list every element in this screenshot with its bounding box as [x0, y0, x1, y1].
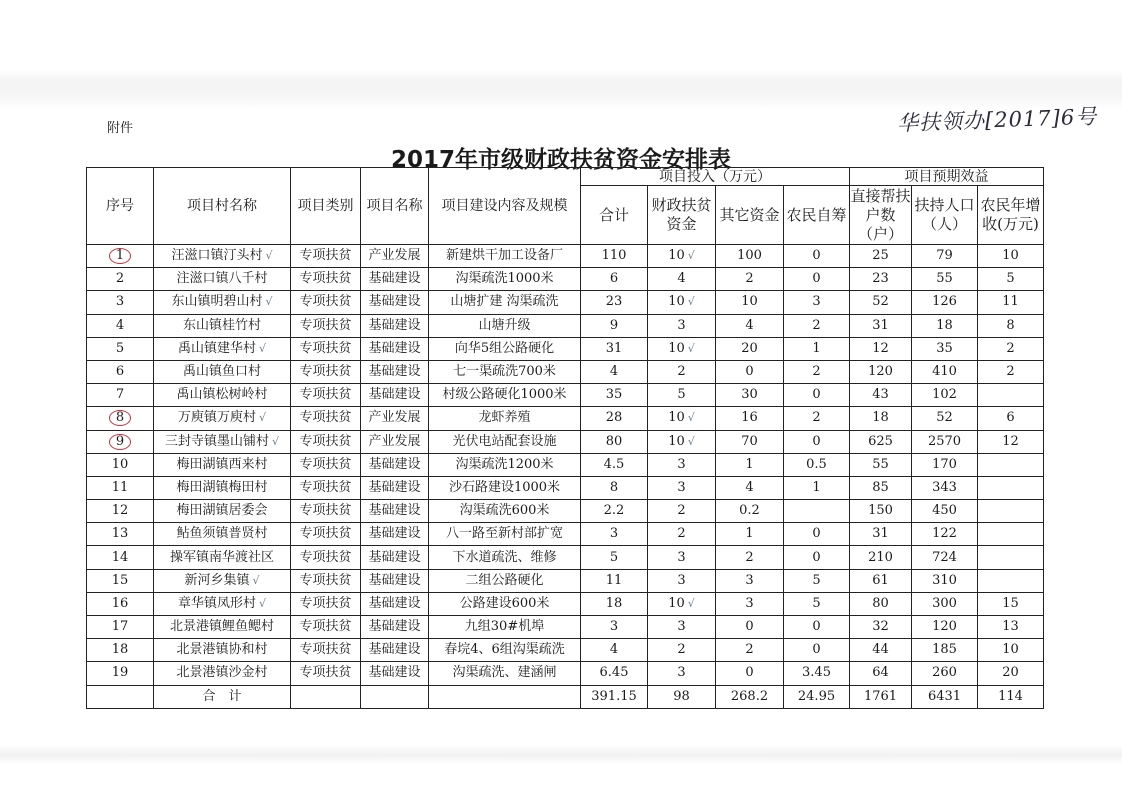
cell-content: 沟渠疏洗1200米	[429, 453, 581, 476]
cell-name: 基础建设	[361, 453, 429, 476]
col-header-income: 农民年增收(万元)	[978, 186, 1044, 245]
totals-seq-cell	[87, 685, 154, 708]
cell-seq: 2	[87, 268, 154, 291]
table-row	[87, 291, 1044, 314]
cell-other: 0	[716, 360, 784, 383]
cell-total: 5	[581, 546, 648, 569]
cell-seq	[87, 245, 154, 268]
cell-fiscal: 4	[648, 268, 716, 291]
col-header-project-name: 项目名称	[361, 168, 429, 245]
cell-population: 300	[912, 592, 978, 615]
check-mark-icon: √	[272, 434, 280, 448]
cell-households: 80	[850, 592, 912, 615]
cell-farmer: 3.45	[784, 662, 850, 685]
table-row	[87, 523, 1044, 546]
cell-income: 11	[978, 291, 1044, 314]
totals-fiscal: 98	[648, 685, 716, 708]
cell-name: 基础建设	[361, 569, 429, 592]
cell-farmer: 0	[784, 245, 850, 268]
cell-population: 55	[912, 268, 978, 291]
cell-other: 0.2	[716, 500, 784, 523]
cell-income: 15	[978, 592, 1044, 615]
cell-farmer: 2	[784, 314, 850, 337]
cell-content: 山塘升级	[429, 314, 581, 337]
cell-households: 18	[850, 407, 912, 430]
cell-income: 13	[978, 616, 1044, 639]
cell-farmer: 2	[784, 407, 850, 430]
cell-other: 70	[716, 430, 784, 453]
cell-village: 北景港镇协和村	[154, 639, 291, 662]
cell-village: 东山镇明碧山村 √	[154, 291, 291, 314]
cell-population: 343	[912, 476, 978, 499]
cell-income	[978, 569, 1044, 592]
table-row	[87, 500, 1044, 523]
cell-seq: 11	[87, 476, 154, 499]
cell-households: 12	[850, 337, 912, 360]
cell-households: 31	[850, 314, 912, 337]
cell-households: 43	[850, 384, 912, 407]
cell-seq: 5	[87, 337, 154, 360]
totals-other: 268.2	[716, 685, 784, 708]
cell-fiscal: 2	[648, 500, 716, 523]
cell-content: 向华5组公路硬化	[429, 337, 581, 360]
cell-total: 11	[581, 569, 648, 592]
cell-name: 基础建设	[361, 476, 429, 499]
cell-content: 村级公路硬化1000米	[429, 384, 581, 407]
check-mark-icon: √	[687, 295, 695, 309]
table-row	[87, 337, 1044, 360]
check-mark-icon: √	[259, 341, 267, 355]
cell-village: 禹山镇鱼口村	[154, 360, 291, 383]
totals-income: 114	[978, 685, 1044, 708]
col-header-farmer: 农民自筹	[784, 186, 850, 245]
col-header-households: 直接帮扶户数（户）	[850, 186, 911, 243]
cell-farmer: 0.5	[784, 453, 850, 476]
table-row	[87, 384, 1044, 407]
cell-households: 61	[850, 569, 912, 592]
cell-category: 专项扶贫	[291, 360, 361, 383]
cell-category: 专项扶贫	[291, 453, 361, 476]
cell-other: 20	[716, 337, 784, 360]
cell-farmer: 2	[784, 360, 850, 383]
cell-content: 山塘扩建 沟渠疏洗	[429, 291, 581, 314]
cell-village: 操军镇南华渡社区	[154, 546, 291, 569]
cell-seq: 10	[87, 453, 154, 476]
cell-name: 基础建设	[361, 337, 429, 360]
cell-population: 122	[912, 523, 978, 546]
cell-population: 310	[912, 569, 978, 592]
cell-fiscal: 5	[648, 384, 716, 407]
scan-shade-top	[0, 70, 1122, 110]
cell-name: 基础建设	[361, 639, 429, 662]
cell-seq: 6	[87, 360, 154, 383]
cell-total: 4	[581, 639, 648, 662]
table-row	[87, 616, 1044, 639]
cell-category: 专项扶贫	[291, 500, 361, 523]
cell-other: 0	[716, 616, 784, 639]
cell-category: 专项扶贫	[291, 616, 361, 639]
col-header-fiscal: 财政扶贫资金	[648, 186, 716, 245]
cell-content: 八一路至新村部扩宽	[429, 523, 581, 546]
table-row	[87, 430, 1044, 453]
cell-content: 公路建设600米	[429, 592, 581, 615]
cell-population: 102	[912, 384, 978, 407]
table-row	[87, 453, 1044, 476]
cell-income: 20	[978, 662, 1044, 685]
cell-income	[978, 500, 1044, 523]
totals-content-cell	[429, 685, 581, 708]
cell-households: 44	[850, 639, 912, 662]
check-mark-icon: √	[687, 249, 695, 263]
table-row	[87, 639, 1044, 662]
cell-total: 28	[581, 407, 648, 430]
funding-table	[86, 167, 1044, 709]
cell-total: 4.5	[581, 453, 648, 476]
cell-total: 110	[581, 245, 648, 268]
table-row	[87, 407, 1044, 430]
cell-population: 260	[912, 662, 978, 685]
col-header-total: 合计	[581, 186, 648, 245]
cell-income	[978, 476, 1044, 499]
cell-other: 2	[716, 639, 784, 662]
cell-population: 120	[912, 616, 978, 639]
cell-seq: 19	[87, 662, 154, 685]
totals-total: 391.15	[581, 685, 648, 708]
cell-name: 产业发展	[361, 430, 429, 453]
cell-total: 4	[581, 360, 648, 383]
cell-fiscal: 10 √	[648, 430, 716, 453]
cell-fiscal: 10 √	[648, 407, 716, 430]
totals-row	[87, 685, 1044, 708]
cell-fiscal: 3	[648, 569, 716, 592]
cell-total: 80	[581, 430, 648, 453]
cell-village: 北景港镇鲤鱼鳃村	[154, 616, 291, 639]
cell-fiscal: 3	[648, 546, 716, 569]
table-row	[87, 592, 1044, 615]
cell-fiscal: 3	[648, 453, 716, 476]
cell-category: 专项扶贫	[291, 268, 361, 291]
check-mark-icon: √	[687, 411, 695, 425]
cell-village: 万庾镇万庾村 √	[154, 407, 291, 430]
attachment-label: 附件	[107, 121, 134, 136]
check-mark-icon: √	[687, 596, 695, 610]
cell-fiscal: 3	[648, 476, 716, 499]
totals-farmer: 24.95	[784, 685, 850, 708]
cell-fiscal: 10 √	[648, 592, 716, 615]
cell-category: 专项扶贫	[291, 546, 361, 569]
cell-farmer	[784, 500, 850, 523]
cell-farmer: 3	[784, 291, 850, 314]
cell-category: 专项扶贫	[291, 476, 361, 499]
cell-category: 专项扶贫	[291, 523, 361, 546]
totals-label: 合 计	[154, 685, 291, 708]
cell-village: 禹山镇建华村 √	[154, 337, 291, 360]
cell-category: 专项扶贫	[291, 314, 361, 337]
cell-content: 九组30#机埠	[429, 616, 581, 639]
cell-content: 二组公路硬化	[429, 569, 581, 592]
cell-village: 注滋口镇八千村	[154, 268, 291, 291]
cell-income	[978, 384, 1044, 407]
cell-income: 5	[978, 268, 1044, 291]
cell-category: 专项扶贫	[291, 407, 361, 430]
cell-farmer: 1	[784, 337, 850, 360]
cell-name: 基础建设	[361, 616, 429, 639]
cell-households: 625	[850, 430, 912, 453]
cell-content: 七一渠疏洗700米	[429, 360, 581, 383]
cell-fiscal: 2	[648, 523, 716, 546]
cell-farmer: 0	[784, 639, 850, 662]
cell-village: 禹山镇松树岭村	[154, 384, 291, 407]
cell-fiscal: 10 √	[648, 245, 716, 268]
cell-category: 专项扶贫	[291, 662, 361, 685]
cell-farmer: 5	[784, 569, 850, 592]
cell-farmer: 5	[784, 592, 850, 615]
cell-seq: 14	[87, 546, 154, 569]
cell-content: 下水道疏洗、维修	[429, 546, 581, 569]
circled-seq-mark: 1	[109, 248, 131, 264]
cell-other: 10	[716, 291, 784, 314]
cell-seq	[87, 430, 154, 453]
totals-name-cell	[361, 685, 429, 708]
cell-village: 梅田湖镇西来村	[154, 453, 291, 476]
cell-name: 基础建设	[361, 523, 429, 546]
cell-content: 沟渠疏洗600米	[429, 500, 581, 523]
table-row	[87, 360, 1044, 383]
table-row	[87, 662, 1044, 685]
cell-category: 专项扶贫	[291, 384, 361, 407]
cell-name: 基础建设	[361, 314, 429, 337]
cell-population: 410	[912, 360, 978, 383]
cell-seq: 7	[87, 384, 154, 407]
cell-income: 6	[978, 407, 1044, 430]
cell-name: 基础建设	[361, 360, 429, 383]
table-row	[87, 546, 1044, 569]
cell-name: 基础建设	[361, 592, 429, 615]
cell-other: 1	[716, 453, 784, 476]
cell-seq: 3	[87, 291, 154, 314]
check-mark-icon: √	[259, 596, 267, 610]
cell-other: 3	[716, 592, 784, 615]
cell-village: 鲇鱼须镇普贤村	[154, 523, 291, 546]
cell-seq	[87, 407, 154, 430]
cell-seq: 17	[87, 616, 154, 639]
cell-fiscal: 3	[648, 662, 716, 685]
col-header-seq: 序号	[87, 168, 154, 245]
cell-fiscal: 2	[648, 639, 716, 662]
check-mark-icon: √	[259, 411, 267, 425]
cell-seq: 4	[87, 314, 154, 337]
cell-content: 新建烘干加工设备厂	[429, 245, 581, 268]
cell-fiscal: 3	[648, 314, 716, 337]
cell-total: 35	[581, 384, 648, 407]
cell-total: 3	[581, 616, 648, 639]
cell-income: 2	[978, 360, 1044, 383]
cell-category: 专项扶贫	[291, 569, 361, 592]
cell-name: 产业发展	[361, 407, 429, 430]
cell-farmer: 0	[784, 546, 850, 569]
cell-households: 23	[850, 268, 912, 291]
cell-farmer: 0	[784, 384, 850, 407]
cell-fiscal: 3	[648, 616, 716, 639]
cell-population: 724	[912, 546, 978, 569]
cell-other: 2	[716, 546, 784, 569]
cell-households: 32	[850, 616, 912, 639]
cell-other: 4	[716, 476, 784, 499]
cell-population: 18	[912, 314, 978, 337]
cell-population: 450	[912, 500, 978, 523]
table-row	[87, 476, 1044, 499]
cell-farmer: 0	[784, 430, 850, 453]
cell-village: 东山镇桂竹村	[154, 314, 291, 337]
totals-category-cell	[291, 685, 361, 708]
cell-seq: 16	[87, 592, 154, 615]
cell-category: 专项扶贫	[291, 639, 361, 662]
cell-total: 6.45	[581, 662, 648, 685]
col-header-category: 项目类别	[291, 168, 361, 245]
cell-income: 2	[978, 337, 1044, 360]
cell-population: 35	[912, 337, 978, 360]
check-mark-icon: √	[252, 573, 260, 587]
cell-farmer: 0	[784, 616, 850, 639]
totals-population: 6431	[912, 685, 978, 708]
circled-seq-mark: 8	[109, 410, 131, 426]
cell-total: 31	[581, 337, 648, 360]
cell-income: 10	[978, 245, 1044, 268]
check-mark-icon: √	[687, 434, 695, 448]
col-header-population: 扶持人口（人）	[912, 186, 978, 245]
cell-total: 18	[581, 592, 648, 615]
cell-income	[978, 453, 1044, 476]
cell-farmer: 0	[784, 268, 850, 291]
cell-households: 55	[850, 453, 912, 476]
cell-other: 0	[716, 662, 784, 685]
cell-households: 25	[850, 245, 912, 268]
cell-fiscal: 2	[648, 360, 716, 383]
cell-other: 30	[716, 384, 784, 407]
cell-name: 基础建设	[361, 384, 429, 407]
col-group-investment: 项目投入（万元）	[581, 168, 850, 186]
cell-total: 6	[581, 268, 648, 291]
cell-village: 汪滋口镇汀头村 √	[154, 245, 291, 268]
cell-households: 150	[850, 500, 912, 523]
cell-content: 龙虾养殖	[429, 407, 581, 430]
cell-total: 2.2	[581, 500, 648, 523]
col-header-other: 其它资金	[716, 186, 784, 245]
col-header-village: 项目村名称	[154, 168, 291, 245]
cell-income	[978, 546, 1044, 569]
cell-seq: 13	[87, 523, 154, 546]
cell-households: 120	[850, 360, 912, 383]
cell-income: 8	[978, 314, 1044, 337]
cell-seq: 15	[87, 569, 154, 592]
cell-name: 基础建设	[361, 662, 429, 685]
cell-households: 210	[850, 546, 912, 569]
cell-other: 2	[716, 268, 784, 291]
cell-fiscal: 10 √	[648, 291, 716, 314]
cell-village: 新河乡集镇 √	[154, 569, 291, 592]
cell-village: 梅田湖镇梅田村	[154, 476, 291, 499]
check-mark-icon: √	[265, 249, 273, 263]
cell-total: 8	[581, 476, 648, 499]
table-row	[87, 569, 1044, 592]
cell-village: 章华镇凤形村 √	[154, 592, 291, 615]
cell-content: 沟渠疏洗1000米	[429, 268, 581, 291]
cell-other: 100	[716, 245, 784, 268]
header-row-1	[87, 168, 1044, 186]
circled-seq-mark: 9	[109, 434, 131, 450]
cell-population: 170	[912, 453, 978, 476]
cell-population: 79	[912, 245, 978, 268]
totals-households: 1761	[850, 685, 912, 708]
cell-village: 梅田湖镇居委会	[154, 500, 291, 523]
cell-category: 专项扶贫	[291, 245, 361, 268]
cell-population: 185	[912, 639, 978, 662]
cell-total: 9	[581, 314, 648, 337]
cell-other: 16	[716, 407, 784, 430]
cell-name: 产业发展	[361, 245, 429, 268]
cell-name: 基础建设	[361, 500, 429, 523]
check-mark-icon: √	[265, 295, 273, 309]
cell-population: 126	[912, 291, 978, 314]
cell-other: 4	[716, 314, 784, 337]
cell-content: 沙石路建设1000米	[429, 476, 581, 499]
scan-shade-bottom	[0, 745, 1122, 765]
cell-category: 专项扶贫	[291, 291, 361, 314]
cell-category: 专项扶贫	[291, 430, 361, 453]
cell-category: 专项扶贫	[291, 337, 361, 360]
cell-name: 基础建设	[361, 291, 429, 314]
page-title: 2017年市级财政扶贫资金安排表	[390, 147, 731, 173]
cell-village: 北景港镇沙金村	[154, 662, 291, 685]
cell-total: 3	[581, 523, 648, 546]
cell-other: 3	[716, 569, 784, 592]
cell-content: 沟渠疏洗、建涵闸	[429, 662, 581, 685]
cell-farmer: 1	[784, 476, 850, 499]
table-row	[87, 245, 1044, 268]
cell-name: 基础建设	[361, 546, 429, 569]
cell-households: 64	[850, 662, 912, 685]
cell-category: 专项扶贫	[291, 592, 361, 615]
cell-households: 85	[850, 476, 912, 499]
cell-total: 23	[581, 291, 648, 314]
cell-fiscal: 10 √	[648, 337, 716, 360]
cell-seq: 12	[87, 500, 154, 523]
cell-name: 基础建设	[361, 268, 429, 291]
col-header-content: 项目建设内容及规模	[429, 168, 581, 245]
table-row	[87, 268, 1044, 291]
handwritten-document-number: 华扶领办[2017]6号	[896, 104, 1098, 136]
cell-population: 52	[912, 407, 978, 430]
check-mark-icon: √	[687, 341, 695, 355]
cell-content: 春垸4、6组沟渠疏洗	[429, 639, 581, 662]
cell-income	[978, 523, 1044, 546]
cell-content: 光伏电站配套设施	[429, 430, 581, 453]
cell-village: 三封寺镇墨山铺村 √	[154, 430, 291, 453]
cell-population: 2570	[912, 430, 978, 453]
cell-other: 1	[716, 523, 784, 546]
cell-households: 52	[850, 291, 912, 314]
col-group-benefit: 项目预期效益	[850, 168, 1044, 186]
cell-farmer: 0	[784, 523, 850, 546]
cell-households: 31	[850, 523, 912, 546]
table-row	[87, 314, 1044, 337]
cell-income: 10	[978, 639, 1044, 662]
cell-income: 12	[978, 430, 1044, 453]
cell-seq: 18	[87, 639, 154, 662]
